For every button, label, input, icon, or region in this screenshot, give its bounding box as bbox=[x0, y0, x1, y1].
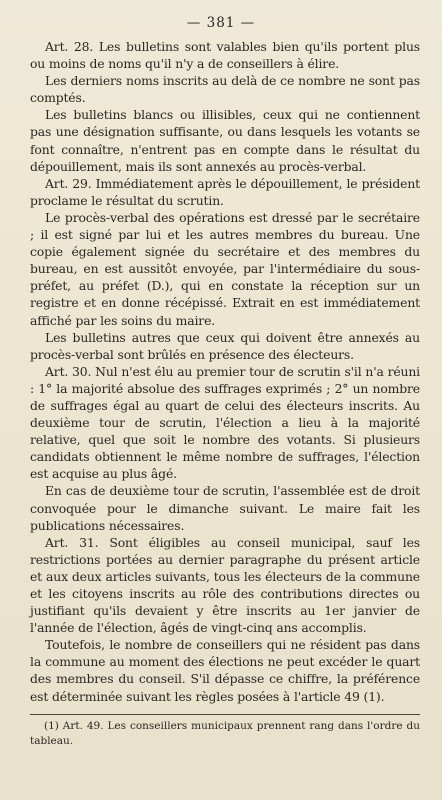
paragraph-art29: Art. 29. Immédiatement après le dépouillement, le président proclame le résultat du scrutin. bbox=[30, 175, 420, 208]
paragraph-art30: Art. 30. Nul n'est élu au premier tour de scrutin s'il n'a réuni : 1° la majorité absolue des suffrages exprimés ; 2° un nombre de suffrages égal au quart de celui des électeurs inscrits. Au deuxième tour de scrutin, l'élection a lieu à la majorité relative, quel que soit le nombre des votants. Si plusieurs candidats obtiennent le même nombre de suffrages, l'élection est acquise au plus âgé. bbox=[30, 363, 420, 482]
paragraph-bulletins-blancs: Les bulletins blancs ou illisibles, ceux qui ne contiennent pas une désignation suffisante, ou dans lesquels les votants se font connaître, n'entrent pas en compte dans le résultat du dépouillement, mais ils sont annexés au procès-verbal. bbox=[30, 107, 420, 174]
footnote-divider bbox=[30, 714, 420, 715]
paragraph-bulletins-brules: Les bulletins autres que ceux qui doivent être annexés au procès-verbal sont brûlés en présence des électeurs. bbox=[30, 329, 420, 362]
paragraph-derniers-noms: Les derniers noms inscrits au delà de ce nombre ne sont pas comptés. bbox=[30, 73, 420, 106]
paragraph-art28: Art. 28. Les bulletins sont valables bien qu'ils portent plus ou moins de noms qu'il n'y a de conseillers à élire. bbox=[30, 39, 420, 72]
paragraph-toutefois: Toutefois, le nombre de conseillers qui ne résident pas dans la commune au moment des élections ne peut excéder le quart des membres du conseil. S'il dépasse ce chiffre, la préférence est déterminée suivant les règles posées à l'article 49 (1). bbox=[30, 637, 420, 704]
footnote: (1) Art. 49. Les conseillers municipaux prennent rang dans l'ordre du tableau. bbox=[30, 720, 420, 747]
paragraph-deuxieme-tour: En cas de deuxième tour de scrutin, l'assemblée est de droit convoquée pour le dimanche suivant. Le maire fait les publications nécessaires. bbox=[30, 483, 420, 533]
paragraph-proces-verbal: Le procès-verbal des opérations est dressé par le secrétaire ; il est signé par lui et les autres membres du bureau. Une copie également signée du secrétaire et des membres du bureau, en est aussitôt envoyée, par l'intermédiaire du sous-préfet, au préfet (D.), qui en constate la réception sur un registre et en donne récépissé. Extrait en est immédiatement affiché par les soins du maire. bbox=[30, 209, 420, 328]
paragraph-art31: Art. 31. Sont éligibles au conseil municipal, sauf les restrictions portées au dernier paragraphe du présent article et aux deux articles suivants, tous les électeurs de la commune et les citoyens inscrits au rôle des contributions directes ou justifiant qu'ils devaient y être inscrits au 1er janvier de l'année de l'élection, âgés de vingt-cinq ans accomplis. bbox=[30, 534, 420, 636]
body-text bbox=[30, 38, 420, 705]
page-number: — 381 — bbox=[186, 15, 256, 31]
